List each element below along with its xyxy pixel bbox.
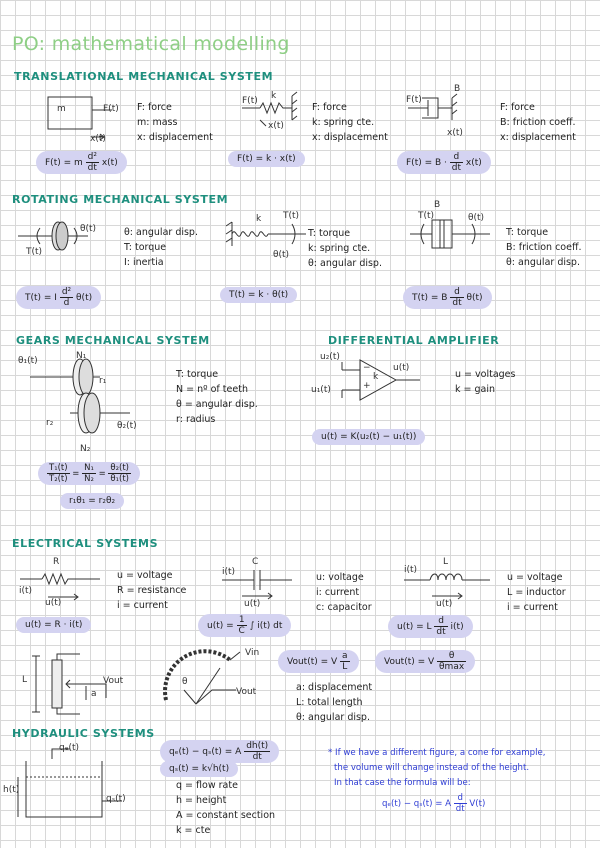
formula-lhs: qₑ(t) − qₛ(t) = A: [169, 747, 242, 757]
legend-item: θ: angular disp.: [308, 258, 382, 269]
inductor-formula: [388, 615, 473, 638]
resistor-diagram: [20, 565, 110, 605]
legend-item: N = nº of teeth: [176, 384, 248, 395]
formula-den: dt: [87, 163, 97, 173]
legend-item: u = voltage: [507, 572, 563, 583]
tank-qs-label: qₛ(t): [106, 794, 126, 804]
resistor-u-label: u(t): [45, 598, 62, 608]
legend-item: r: radius: [176, 414, 216, 425]
formula-den: L: [342, 662, 348, 672]
inertia-torque-label: T(t): [26, 247, 43, 257]
inertia-formula: [16, 286, 101, 309]
electrical-heading: ELECTRICAL SYSTEMS: [12, 537, 159, 550]
legend-item: θ: angular disp.: [506, 257, 580, 268]
resistor-legend: [117, 568, 186, 613]
legend-item: T: torque: [308, 228, 351, 239]
legend-item: A = constant section: [176, 810, 276, 821]
gears-heading: GEARS MECHANICAL SYSTEM: [16, 334, 210, 347]
legend-item: u: voltage: [316, 572, 364, 583]
note-formula: [382, 793, 546, 814]
hydraulic-note: [328, 746, 546, 814]
legend-item: B: friction coeff.: [500, 117, 576, 128]
formula-num: T₁(t): [49, 463, 68, 473]
rot-damper-legend: [506, 225, 582, 270]
diffamp-legend: [455, 367, 515, 397]
formula-num: a: [342, 651, 348, 661]
torsion-theta-label: θ(t): [273, 250, 290, 260]
formula-lhs: qₑ(t) − qₛ(t) = A: [382, 799, 452, 809]
rot-damper-formula: [403, 286, 492, 309]
rot-damper-torque-label: T(t): [418, 211, 435, 221]
diffamp-plus-label: +: [363, 381, 371, 391]
spring-force-label: F(t): [242, 96, 258, 106]
formula-rhs: i(t): [450, 622, 464, 632]
legend-item: k: spring cte.: [312, 117, 375, 128]
formula-den: C: [238, 626, 245, 636]
diffamp-minus-label: −: [363, 363, 371, 373]
inductor-legend: [507, 570, 566, 615]
formula-den: θmax: [439, 662, 465, 672]
angular-pot-vout-label: Vout: [236, 687, 257, 697]
legend-item: i: current: [316, 587, 360, 598]
tank-h-label: h(t): [3, 785, 20, 795]
legend-item: a: displacement: [296, 682, 373, 693]
spring-k-label: k: [271, 91, 277, 101]
angular-pot-formula: [375, 650, 475, 673]
angular-pot-theta-label: θ: [182, 677, 188, 687]
rot-damper-b-label: B: [434, 200, 441, 210]
formula-den: dt: [252, 752, 262, 762]
capacitor-i-label: i(t): [222, 567, 236, 577]
rotating-heading: ROTATING MECHANICAL SYSTEM: [12, 193, 229, 206]
hydraulic-heading: HYDRAULIC SYSTEMS: [12, 727, 155, 740]
legend-item: x: displacement: [500, 132, 576, 143]
rot-damper-diagram: [410, 216, 500, 266]
gears-formula: [38, 462, 140, 485]
formula-rhs: V(t): [469, 799, 486, 809]
formula-den: dt: [451, 163, 462, 173]
formula-den: d: [63, 298, 70, 308]
resistor-formula: u(t) = R · i(t): [16, 617, 91, 633]
formula-lhs: F(t) = B ·: [406, 158, 447, 168]
legend-item: u = voltage: [117, 570, 173, 581]
linear-pot-vout-label: Vout: [103, 676, 124, 686]
legend-item: m: mass: [137, 117, 178, 128]
formula-den: θ₁(t): [110, 474, 129, 484]
formula-den: dt: [455, 804, 465, 814]
legend-item: k = cte: [176, 825, 211, 836]
pot-legend: [296, 680, 372, 725]
gears-legend: [176, 367, 258, 427]
mass-legend: [137, 100, 213, 145]
legend-item: F: force: [500, 102, 535, 113]
legend-item: u = voltages: [455, 369, 516, 380]
formula-rhs: θ(t): [76, 293, 93, 303]
gears-diagram: [30, 355, 150, 445]
formula-rhs: x(t): [465, 158, 482, 168]
hydraulic-formula-1: [160, 740, 279, 763]
formula-lhs: T(t) = I: [25, 293, 57, 303]
formula-num: d²: [61, 287, 72, 297]
mass-formula: [36, 151, 127, 174]
legend-item: q = flow rate: [176, 780, 238, 791]
formula-lhs: Vout(t) = V: [287, 657, 338, 667]
legend-item: k = gain: [455, 384, 496, 395]
diffamp-out-label: u(t): [393, 363, 410, 373]
note-line: In that case the formula will be:: [334, 778, 471, 788]
formula-lhs: u(t) = L: [397, 622, 432, 632]
formula-num: θ₂(t): [110, 463, 129, 473]
formula-num: θ: [437, 651, 466, 662]
inductor-l-label: L: [443, 557, 449, 567]
formula-num: dh(t): [246, 741, 269, 751]
spring-legend: [312, 100, 388, 145]
resistor-r-label: R: [53, 557, 60, 567]
gear-n1-label: N₁: [76, 351, 87, 361]
legend-item: T: torque: [124, 242, 167, 253]
formula-num: d: [454, 793, 467, 804]
formula-rhs: θ(t): [466, 293, 483, 303]
capacitor-formula: [198, 614, 291, 637]
tank-diagram: [22, 755, 132, 825]
torsion-torque-label: T(t): [283, 211, 300, 221]
diffamp-in1-label: u₁(t): [311, 385, 331, 395]
formula-num: d: [434, 616, 447, 627]
damper-legend: [500, 100, 576, 145]
damper-formula: [397, 151, 491, 174]
gear-theta1-label: θ₁(t): [18, 356, 38, 366]
formula-num: d: [450, 152, 463, 163]
inertia-theta-label: θ(t): [80, 224, 97, 234]
legend-item: L: total length: [296, 697, 363, 708]
legend-item: R = resistance: [117, 585, 187, 596]
legend-item: F: force: [312, 102, 347, 113]
inductor-i-label: i(t): [404, 565, 418, 575]
linear-pot-a-label: a: [91, 689, 97, 699]
translational-heading: TRANSLATIONAL MECHANICAL SYSTEM: [14, 70, 274, 83]
formula-lhs: u(t) =: [207, 621, 234, 631]
linear-pot-l-label: L: [22, 675, 28, 685]
legend-item: L = inductor: [507, 587, 566, 598]
damper-disp-label: x(t): [447, 128, 463, 138]
angular-pot-diagram: [156, 650, 266, 720]
legend-item: θ: angular disp.: [296, 712, 370, 723]
legend-item: θ: angular disp.: [124, 227, 198, 238]
page-title: PO: mathematical modelling: [12, 33, 290, 55]
gear-r2-label: r₂: [46, 418, 54, 428]
tank-qe-label: qₑ(t): [59, 743, 80, 753]
formula-den: N₂: [84, 474, 94, 484]
torsion-formula: T(t) = k · θ(t): [220, 287, 297, 303]
legend-item: x: displacement: [137, 132, 213, 143]
formula-lhs: Vout(t) = V: [384, 657, 435, 667]
gears-radius-formula: r₁θ₁ = r₂θ₂: [60, 493, 124, 509]
inertia-legend: [124, 225, 198, 270]
legend-item: I: inertia: [124, 257, 164, 268]
inductor-u-label: u(t): [436, 599, 453, 609]
diffamp-diagram: [320, 358, 440, 408]
damper-force-label: F(t): [406, 95, 422, 105]
torsion-k-label: k: [256, 214, 262, 224]
legend-item: T: torque: [506, 227, 549, 238]
formula-den: dt: [452, 298, 462, 308]
diffamp-heading: DIFFERENTIAL AMPLIFIER: [328, 334, 500, 347]
mass-force-label: F(t): [103, 104, 119, 114]
legend-item: i = current: [507, 602, 558, 613]
torsion-spring-diagram: [226, 220, 316, 260]
hydraulic-formula-2: qₛ(t) = k√h(t): [160, 761, 238, 777]
legend-item: T: torque: [176, 369, 219, 380]
formula-num: N₁: [84, 463, 94, 473]
mass-disp-label: x(t): [90, 134, 106, 144]
capacitor-legend: [316, 570, 372, 615]
formula-eq: =: [98, 469, 106, 479]
mass-block-label: m: [57, 104, 66, 114]
gear-n2-label: N₂: [80, 444, 91, 454]
linear-pot-formula: [278, 650, 359, 673]
formula-eq: =: [72, 469, 80, 479]
capacitor-u-label: u(t): [244, 599, 261, 609]
legend-item: B: friction coeff.: [506, 242, 582, 253]
formula-den: T₂(t): [49, 474, 68, 484]
formula-rhs: ∫ i(t) dt: [249, 621, 283, 631]
formula-den: dt: [436, 627, 446, 637]
diffamp-k-label: k: [373, 372, 379, 382]
gear-r1-label: r₁: [99, 376, 107, 386]
legend-item: h = height: [176, 795, 227, 806]
legend-item: θ = angular disp.: [176, 399, 258, 410]
formula-lhs: F(t) = m: [45, 158, 83, 168]
legend-item: k: spring cte.: [308, 243, 371, 254]
spring-formula: F(t) = k · x(t): [228, 151, 305, 167]
spring-disp-label: x(t): [268, 121, 284, 131]
angular-pot-vin-label: Vin: [245, 648, 260, 658]
legend-item: c: capacitor: [316, 602, 372, 613]
note-line: the volume will change instead of the height.: [334, 763, 530, 773]
capacitor-c-label: C: [252, 557, 259, 567]
legend-item: x: displacement: [312, 132, 388, 143]
formula-num: 1: [237, 615, 247, 626]
diffamp-formula: u(t) = K(u₂(t) − u₁(t)): [312, 429, 425, 445]
formula-rhs: x(t): [101, 158, 118, 168]
formula-num: d²: [87, 152, 97, 162]
hydraulic-legend: [176, 778, 275, 838]
legend-item: F: force: [137, 102, 172, 113]
resistor-i-label: i(t): [19, 586, 33, 596]
damper-b-label: B: [454, 84, 461, 94]
diffamp-in2-label: u₂(t): [320, 352, 340, 362]
note-line: * If we have a different figure, a cone for example,: [328, 748, 546, 758]
rot-damper-theta-label: θ(t): [468, 213, 485, 223]
formula-lhs: T(t) = B: [412, 293, 448, 303]
gear-theta2-label: θ₂(t): [117, 421, 137, 431]
legend-item: i = current: [117, 600, 168, 611]
formula-num: d: [450, 287, 463, 298]
torsion-legend: [308, 226, 382, 271]
